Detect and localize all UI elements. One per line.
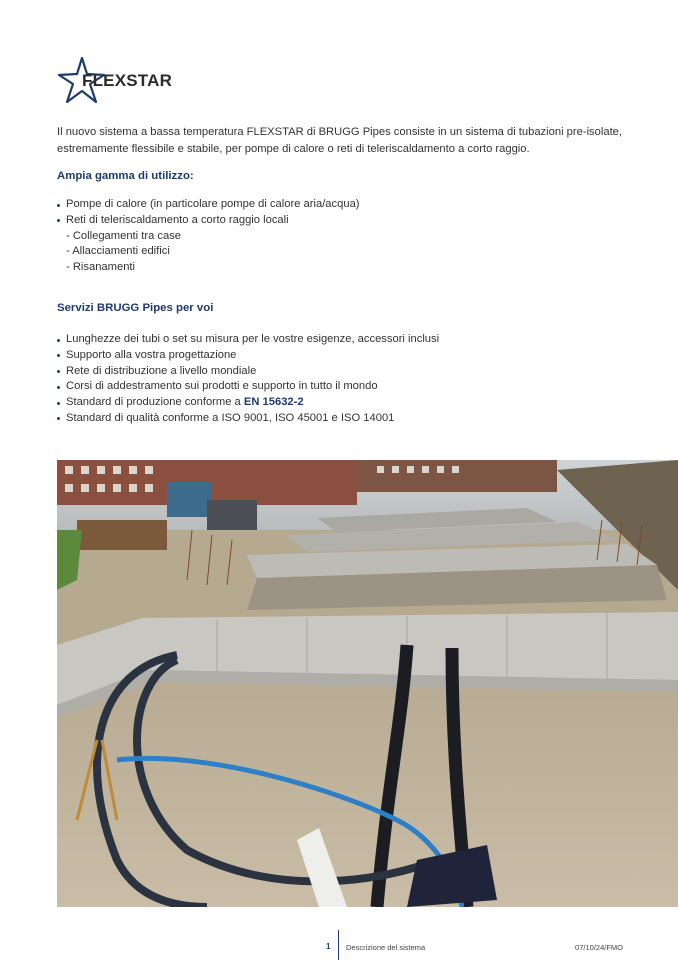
list-item: Pompe di calore (in particolare pompe di calore aria/acqua) — [57, 197, 637, 213]
footer-divider — [338, 930, 339, 960]
construction-site-photo — [57, 460, 678, 907]
list-item: Standard di qualità conforme a ISO 9001, ISO 45001 e ISO 14001 — [57, 411, 637, 427]
list-item: - Risanamenti — [66, 261, 136, 274]
page-number: 1 — [326, 942, 331, 951]
section-heading-usage: Ampia gamma di utilizzo: — [57, 170, 194, 182]
usage-list — [57, 197, 637, 276]
list-item — [57, 395, 637, 411]
list-item: Rete di distribuzione a livello mondiale — [57, 364, 637, 380]
standard-code: EN 15632-2 — [243, 396, 304, 409]
list-item: Lunghezze dei tubi o set su misura per le vostre esigenze, accessori inclusi — [57, 332, 637, 348]
intro-paragraph: Il nuovo sistema a bassa temperatura FLEXSTAR di BRUGG Pipes consiste in un sistema di tubazioni pre-isolate, estremamente flessibile e stabile, per pompe di calore o reti di teleriscaldamento a corto raggio. — [57, 126, 623, 155]
list-item: Corsi di addestramento sui prodotti e supporto in tutto il mondo — [57, 379, 637, 395]
list-item: - Allacciamenti edifici — [66, 245, 170, 258]
page-footer — [0, 930, 678, 960]
list-item: Supporto alla vostra progettazione — [57, 348, 637, 364]
section-heading-services: Servizi BRUGG Pipes per voi — [57, 302, 214, 314]
star-icon — [56, 56, 186, 106]
services-list — [57, 332, 637, 427]
footer-reference: 07/10/24/FMO — [575, 943, 623, 952]
footer-title: Descrizione del sistema — [346, 943, 426, 952]
list-item-text: Standard di produzione conforme a — [66, 396, 244, 409]
list-item: Reti di teleriscaldamento a corto raggio locali — [57, 213, 637, 229]
list-item: - Collegamenti tra case — [66, 229, 182, 242]
logo-text: FLEXSTAR — [82, 71, 173, 90]
flexstar-logo — [56, 56, 186, 106]
